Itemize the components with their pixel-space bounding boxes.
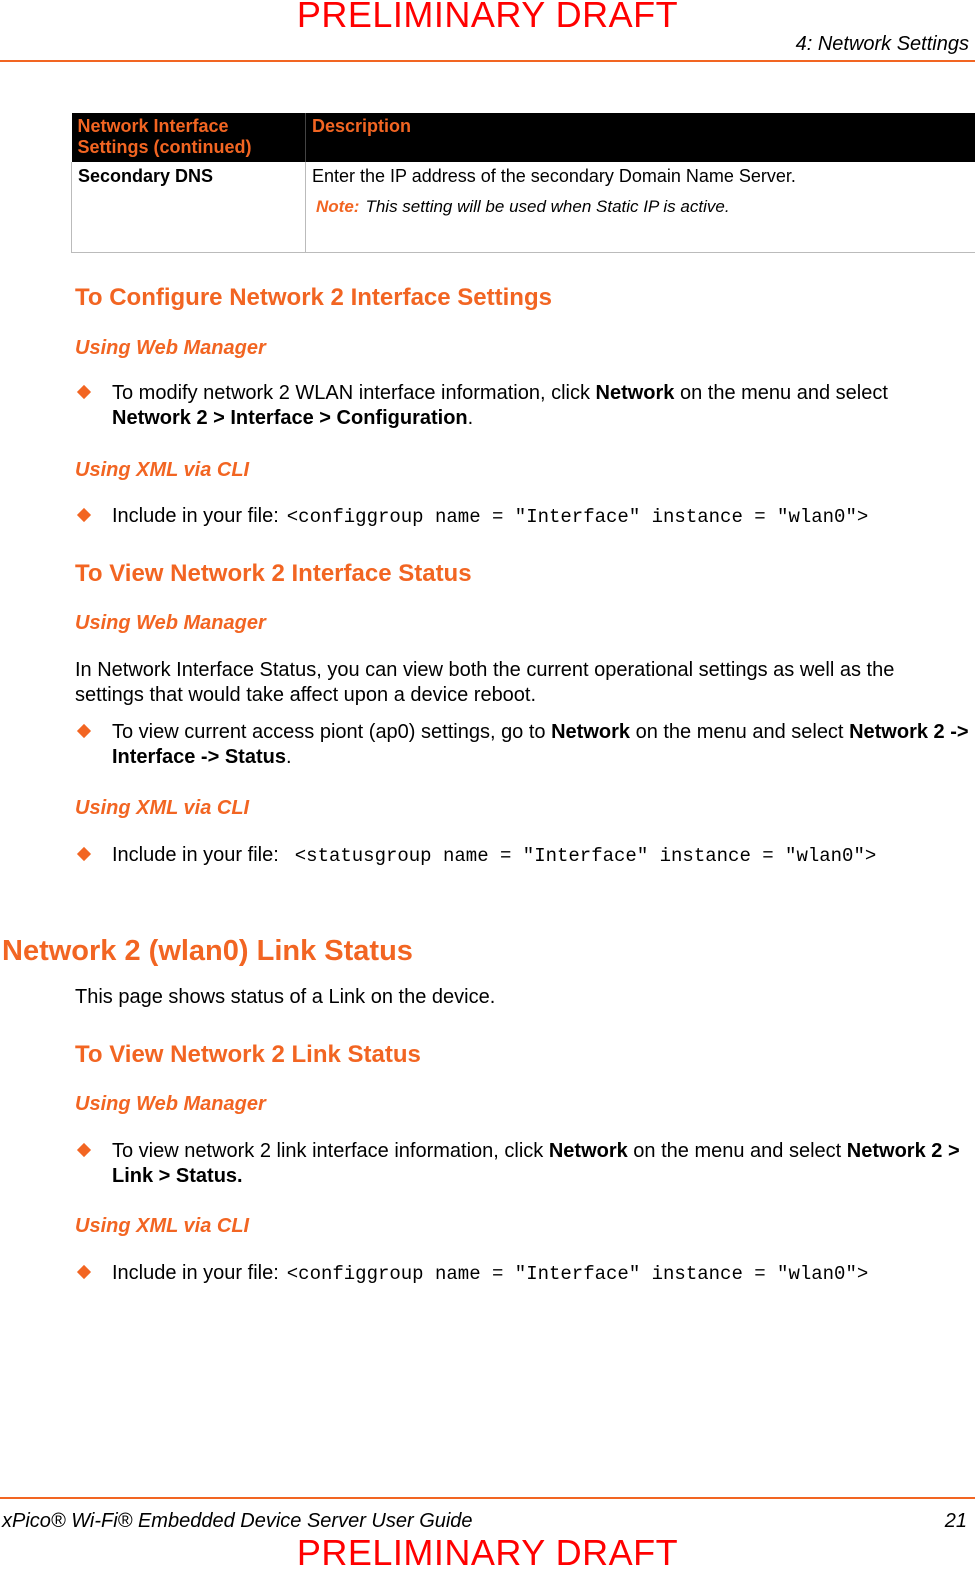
bullet-text-pre: To view current access piont (ap0) settings, go to xyxy=(112,721,552,743)
bullet-text-pre: To view network 2 link interface information, click xyxy=(112,1140,549,1162)
subheading-xml-cli: Using XML via CLI xyxy=(75,797,250,819)
bullet-bold-network: Network xyxy=(551,721,631,743)
subheading-web-manager: Using Web Manager xyxy=(75,337,266,359)
bullet-text-pre: Include in your file: xyxy=(112,505,279,527)
bullet-text xyxy=(112,1139,972,1189)
bullet-text-post: . xyxy=(285,746,292,768)
running-head: 4: Network Settings xyxy=(795,33,969,55)
header-rule xyxy=(0,60,975,62)
bullet-icon xyxy=(77,724,91,738)
bullet-bold-path: Network 2 > Interface > Configuration xyxy=(112,407,468,429)
bullet-icon xyxy=(77,847,91,861)
bullet-text xyxy=(112,720,972,770)
intro-paragraph: This page shows status of a Link on the device. xyxy=(75,986,496,1008)
page-number: 21 xyxy=(944,1510,967,1532)
bullet-text xyxy=(112,381,972,431)
bullet-text-pre: Include in your file: xyxy=(112,1262,279,1284)
section-title-view-status: To View Network 2 Interface Status xyxy=(75,560,472,587)
section-title-view-link: To View Network 2 Link Status xyxy=(75,1041,421,1068)
bullet-bold-network: Network xyxy=(595,382,675,404)
bullet-bold-path: Network 2 -> Interface -> Status xyxy=(112,721,969,768)
bullet-icon xyxy=(77,1265,91,1279)
subheading-web-manager: Using Web Manager xyxy=(75,1093,266,1115)
bullet-text-pre: Include in your file: xyxy=(112,844,279,866)
bullet-text-post: . xyxy=(467,407,474,429)
setting-name: Secondary DNS xyxy=(72,162,306,252)
bullet-text xyxy=(112,1261,972,1287)
subheading-web-manager: Using Web Manager xyxy=(75,612,266,634)
bullet-text-mid: on the menu and select xyxy=(627,1140,847,1162)
watermark-top: PRELIMINARY DRAFT xyxy=(296,0,679,35)
table-header-description: Description xyxy=(306,113,975,162)
section-title-configure: To Configure Network 2 Interface Settings xyxy=(75,284,552,311)
bullet-text-pre: To modify network 2 WLAN interface information, click xyxy=(112,382,596,404)
subheading-xml-cli: Using XML via CLI xyxy=(75,1215,250,1237)
bullet-icon xyxy=(77,385,91,399)
table-header-name: Network Interface Settings (continued) xyxy=(72,113,306,162)
note-text: This setting will be used when Static IP is active. xyxy=(365,197,730,216)
bullet-text xyxy=(112,843,972,869)
bullet-text-mid: on the menu and select xyxy=(630,721,850,743)
chapter-title-link-status: Network 2 (wlan0) Link Status xyxy=(2,935,413,967)
settings-table xyxy=(71,113,975,253)
paragraph: In Network Interface Status, you can view both the current operational settings as well as the settings that would take affect upon a device reboot. xyxy=(75,659,895,706)
setting-description xyxy=(306,162,975,252)
bullet-text xyxy=(112,504,972,530)
note xyxy=(316,197,969,217)
table-row xyxy=(72,162,975,252)
bullet-bold-path: Network 2 > Link > Status. xyxy=(112,1140,960,1187)
footer-title: xPico® Wi-Fi® Embedded Device Server User Guide xyxy=(2,1510,473,1532)
bullet-icon xyxy=(77,508,91,522)
watermark-bottom: PRELIMINARY DRAFT xyxy=(296,1532,679,1573)
bullet-icon xyxy=(77,1143,91,1157)
bullet-text-mid: on the menu and select xyxy=(674,382,888,404)
note-label: Note: xyxy=(316,197,360,216)
subheading-xml-cli: Using XML via CLI xyxy=(75,459,250,481)
description-text: Enter the IP address of the secondary Domain Name Server. xyxy=(312,166,796,186)
code-snippet: <configgroup name = "Interface" instance = "wlan0"> xyxy=(286,506,869,528)
footer-rule xyxy=(0,1497,975,1499)
bullet-bold-network: Network xyxy=(548,1140,628,1162)
code-snippet: <statusgroup name = "Interface" instance = "wlan0"> xyxy=(294,845,877,867)
code-snippet: <configgroup name = "Interface" instance = "wlan0"> xyxy=(286,1263,869,1285)
